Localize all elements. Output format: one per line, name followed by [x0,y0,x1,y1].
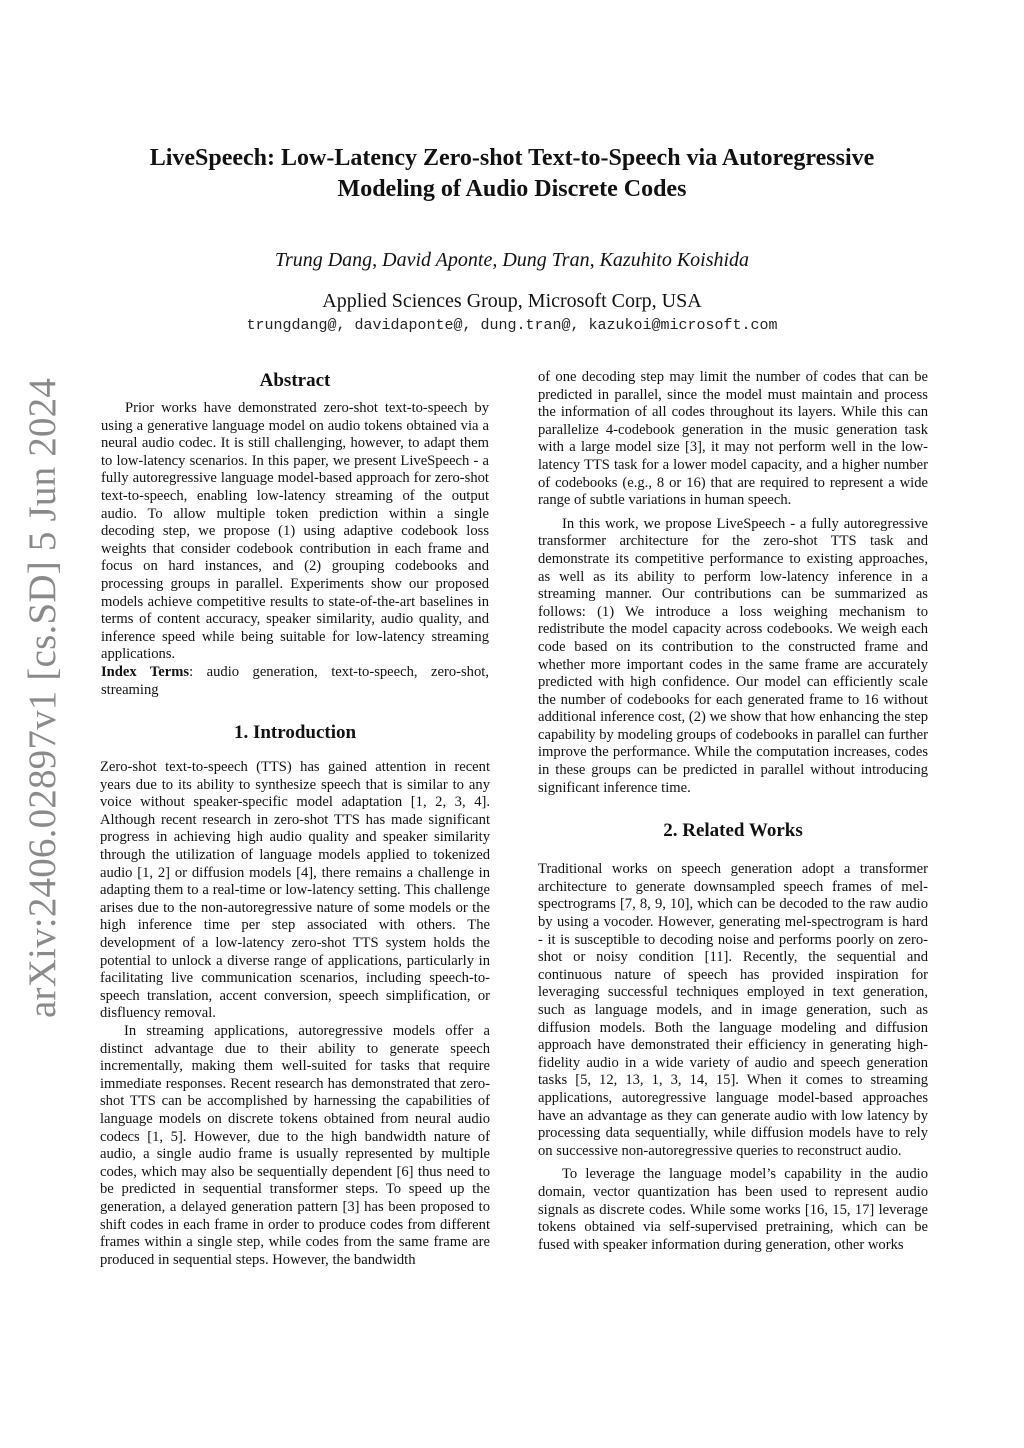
arxiv-stamp: arXiv:2406.02897v1 [cs.SD] 5 Jun 2024 [21,377,64,1018]
title-line-2: Modeling of Audio Discrete Codes [337,176,687,202]
left-column [100,369,490,1269]
author-emails: trungdang@, davidaponte@, dung.tran@, kazukoi@microsoft.com [246,317,778,334]
abstract-heading: Abstract [259,370,331,391]
abstract-section [100,400,490,699]
intro-paragraph-3: In this work, we propose LiveSpeech - a fully autoregressive transformer architecture for the zero-shot TTS task and demonstrate its competitive performance to existing approaches, as well as its ability to perform low-latency inference in a streaming manner. Our contributions can be summarized as follows: (1) We introduce a loss weighing mechanism to redistribute the model capacity across codebooks. We weigh each code based on its contribution to the constructed frame and whether more important codes in the same frame are accurately predicted with high confidence. Our model can efficiently scale the number of codebooks for each generated frame to 16 without additional inference cost, (2) we show that how enhancing the step capability by modeling groups of codebooks in parallel can further improve the performance. While the computation increases, codes in these groups can be predicted in parallel without introducing significant inference time. [538,515,928,796]
intro-paragraph-1: Zero-shot text-to-speech (TTS) has gained attention in recent years due to its ability to synthesize speech that is similar to any voice without speaker-specific model adaptation [1, 2, 3, 4]. Although recent research in zero-shot TTS has made significant progress in achieving high audio quality and speaker similarity through the utilization of language models applied to tokenized audio [1, 2] or diffusion models [4], there remains a challenge in adapting them to a real-time or low-latency setting. This challenge arises due to the non-autoregressive nature of some models or the high inference time per step associated with others. The development of a low-latency zero-shot TTS system holds the potential to unlock a diverse range of applications, particularly in facilitating live communication scenarios, including speech-to-speech translation, accent conversion, speech simplification, or disfluency removal. [100,759,490,1022]
title-line-1: LiveSpeech: Low-Latency Zero-shot Text-to-Speech via Autoregressive [149,145,875,171]
index-terms-text: : audio generation, text-to-speech, zero-shot, streaming [101,663,489,698]
index-terms-label: Index Terms [101,663,190,680]
intro-paragraph-2-continued: of one decoding step may limit the number of codes that can be predicted in parallel, since the model must maintain and process the information of all codes throughout its layers. While this can parallelize 4-codebook generation in the music generation task with a large model size [3], it may not perform well in the low-latency TTS task for a lower model capacity, and a higher number of codebooks (e.g., 8 or 16) that are required to represent a wide range of subtle variations in human speech. [538,369,928,509]
related-paragraph-1: Traditional works on speech generation adopt a transformer architecture to generate downsampled speech frames of mel-spectrograms [7, 8, 9, 10], which can be decoded to the raw audio by using a vocoder. However, generating mel-spectrogram is hard - it is susceptible to decoding noise and performs poorly on zero-shot or noisy condition [11]. Recently, the sequential and continuous nature of speech has provided inspiration for leveraging successful techniques employed in text generation, such as language models, and in image generation, such as diffusion models. Both the language modeling and diffusion approach have demonstrated their efficiency in generating high-fidelity audio in a wide variety of audio and speech generation tasks [5, 12, 13, 1, 3, 14, 15]. When it comes to streaming applications, autoregressive language model-based approaches have an advantage as they can generate audio with low latency by processing data sequentially, while diffusion models have to rely on successive non-autoregressive queries to reconstruct audio. [538,861,928,1159]
paper-title [100,143,924,205]
author-list: Trung Dang, David Aponte, Dung Tran, Kazuhito Koishida [274,249,750,271]
affiliation: Applied Sciences Group, Microsoft Corp, USA [322,290,702,312]
index-terms [101,664,489,699]
right-column [538,369,928,1254]
intro-paragraph-2: In streaming applications, autoregressive models offer a distinct advantage due to their ability to generate speech incrementally, making them well-suited for tasks that require immediate responses. Recent research has demonstrated that zero-shot TTS can be accomplished by harnessing the capabilities of language models on discrete tokens obtained from neural audio codecs [1, 5]. However, due to the high bandwidth nature of audio, a single audio frame is usually represented by multiple codes, which may also be sequentially dependent [6] thus need to be predicted in sequential transformer steps. To speed up the generation, a delayed generation pattern [3] has been proposed to shift codes in each frame in order to produce codes from different frames within a single step, while codes from the same frame are produced in sequential steps. However, the bandwidth [100,1023,490,1268]
section-heading-related-works: 2. Related Works [663,820,803,842]
related-paragraph-2: To leverage the language model’s capability in the audio domain, vector quantization has been used to represent audio signals as discrete codes. While some works [16, 15, 17] leverage tokens obtained via self-supervised pretraining, which can be fused with speaker information during generation, other works [538,1166,928,1253]
abstract-text: Prior works have demonstrated zero-shot text-to-speech by using a generative language model on audio tokens obtained via a neural audio codec. It is still challenging, however, to adapt them to low-latency scenarios. In this paper, we present LiveSpeech - a fully autoregressive language model-based approach for zero-shot text-to-speech, enabling low-latency streaming of the output audio. To allow multiple token prediction within a single decoding step, we propose (1) using adaptive codebook loss weights that consider codebook contribution in each frame and focus on hard instances, and (2) grouping codebooks and processing groups in parallel. Experiments show our proposed models achieve competitive results to state-of-the-art baselines in terms of content accuracy, speaker similarity, audio quality, and inference speed while being suitable for low-latency streaming applications. [101,400,489,663]
section-heading-introduction: 1. Introduction [233,722,357,744]
